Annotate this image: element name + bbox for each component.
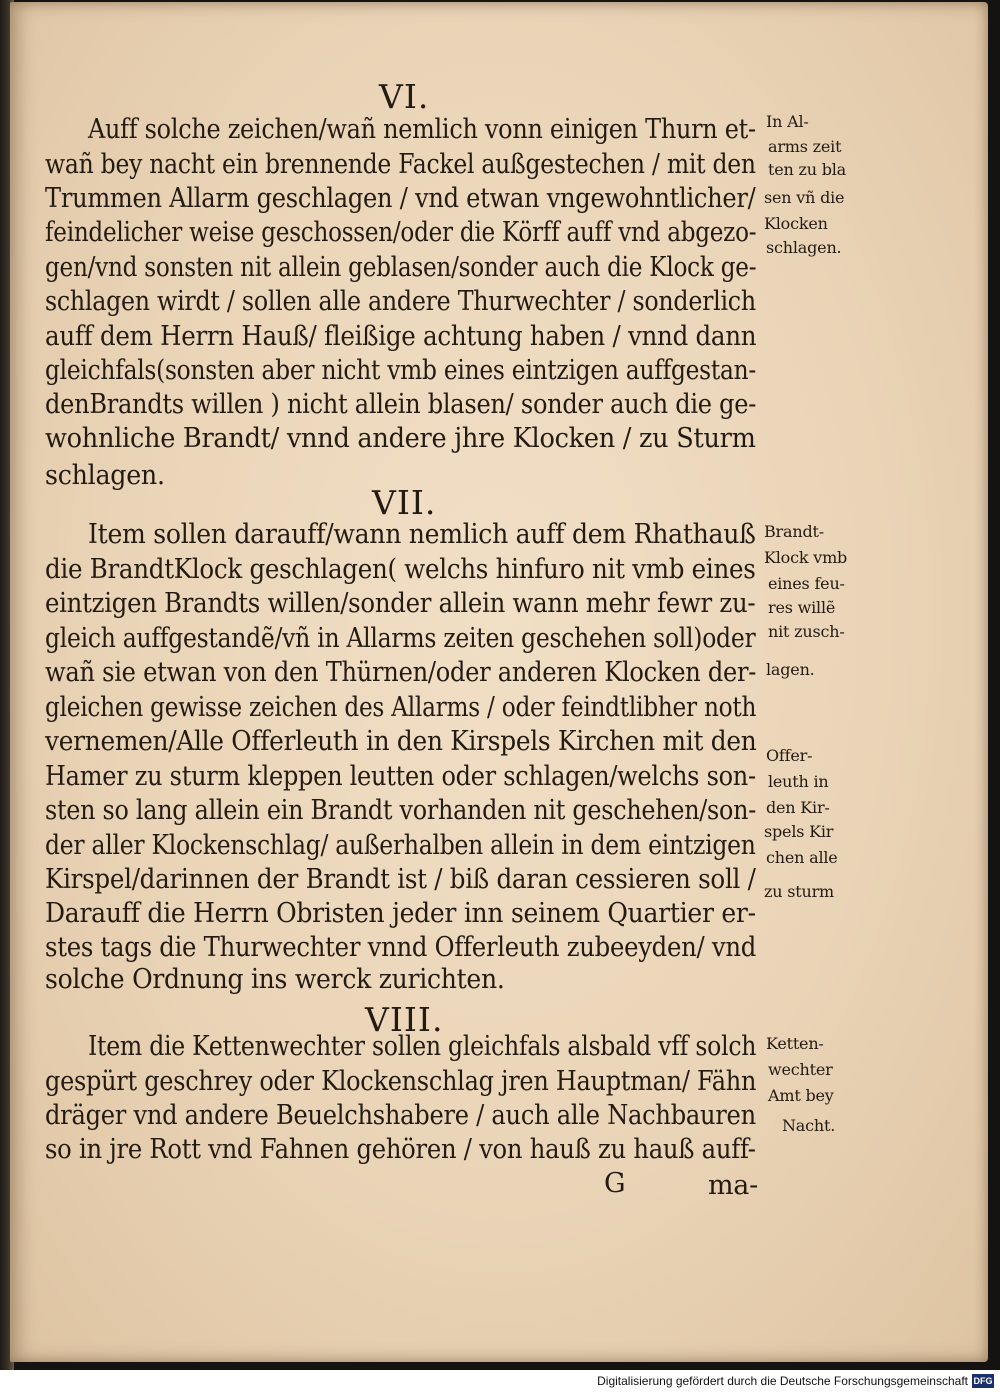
funding-credit: Digitalisierung gefördert durch die Deutsche Forschungsgemeinschaft: [597, 1374, 968, 1388]
text-line: Trummen Allarm geschlagen / vnd etwan vngewohntlicher/: [45, 183, 756, 214]
text-line: sten so lang allein ein Brandt vorhanden nit geschehen/son-: [45, 795, 756, 826]
text-line: vernemen/Alle Offerleuth in den Kirspels Kirchen mit den: [45, 726, 757, 757]
text-line: wañ bey nacht ein brennende Fackel außgestechen / mit den: [45, 149, 756, 180]
margin-note-line: Klocken: [764, 214, 828, 233]
text-line: Item sollen darauff/wann nemlich auff dem Rhathauß: [88, 519, 756, 550]
margin-note-line: Offer-: [766, 746, 813, 765]
text-line: eintzigen Brandts willen/sonder allein wann mehr fewr zu-: [45, 588, 756, 619]
margin-note-line: In Al-: [766, 112, 809, 131]
text-line: Darauff die Herrn Obristen jeder inn seinem Quartier er-: [45, 898, 756, 929]
margin-note-line: nit zusch-: [768, 622, 845, 641]
text-line: gleichfals(sonsten aber nicht vmb eines eintzigen auffgestan-: [45, 355, 757, 386]
margin-note-line: schlagen.: [766, 238, 842, 257]
text-line: Hamer zu sturm kleppen leutten oder schlagen/welchs son-: [45, 761, 756, 792]
margin-note-line: wechter: [768, 1060, 833, 1079]
margin-note-line: spels Kir: [764, 822, 834, 841]
text-line: dräger vnd andere Beuelchshabere / auch alle Nachbauren: [45, 1100, 756, 1131]
text-line: stes tags die Thurwechter vnnd Offerleuth zubeeyden/ vnd: [45, 932, 757, 963]
book-page: [10, 2, 988, 1362]
text-line: feindelicher weise geschossen/oder die Körff auff vnd abgezo-: [45, 217, 757, 248]
text-line: schlagen.: [45, 460, 165, 491]
margin-note-line: chen alle: [766, 848, 838, 867]
text-line: Auff solche zeichen/wañ nemlich vonn einigen Thurn et-: [88, 114, 756, 145]
text-line: auff dem Herrn Hauß/ fleißige achtung haben / vnnd dann: [45, 321, 757, 352]
catchword: ma-: [708, 1170, 758, 1201]
margin-note-line: Brandt-: [764, 522, 824, 541]
margin-note-line: ten zu bla: [768, 160, 847, 179]
text-line: denBrandts willen ) nicht allein blasen/ sonder auch die ge-: [45, 389, 757, 420]
margin-note-line: lagen.: [766, 660, 815, 679]
margin-note-line: Ketten-: [766, 1034, 824, 1053]
text-line: wañ sie etwan von den Thürnen/oder anderen Klocken der-: [45, 657, 757, 688]
margin-note-line: den Kir-: [766, 798, 830, 817]
margin-note-line: Amt bey: [768, 1086, 834, 1105]
margin-note-line: leuth in: [768, 772, 829, 791]
margin-note-line: Nacht.: [782, 1116, 836, 1135]
text-line: schlagen wirdt / sollen alle andere Thurwechter / sonderlich: [45, 286, 756, 317]
text-line: der aller Klockenschlag/ außerhalben allein in dem eintzigen: [45, 830, 756, 861]
text-line: gespürt geschrey oder Klockenschlag jren Hauptman/ Fähn: [45, 1066, 757, 1097]
dfg-logo-icon: DFG: [973, 1376, 993, 1386]
margin-note-line: arms zeit: [768, 137, 842, 156]
margin-note-line: res willẽ: [768, 598, 836, 617]
section-heading: VIII.: [365, 1000, 444, 1039]
footer-bar: [0, 1370, 1000, 1392]
section-heading: VII.: [372, 483, 437, 522]
section-heading: VI.: [379, 77, 430, 116]
text-line: gleich auffgestandẽ/vñ in Allarms zeiten geschehen soll)oder: [45, 623, 756, 654]
margin-note-line: Klock vmb: [764, 548, 848, 567]
margin-note-line: sen vñ die: [764, 188, 845, 207]
text-line: Kirspel/darinnen der Brandt ist / biß daran cessieren soll /: [45, 864, 756, 895]
text-line: so in jre Rott vnd Fahnen gehören / von hauß zu hauß auff-: [45, 1134, 756, 1165]
text-line: gen/vnd sonsten nit allein geblasen/sonder auch die Klock ge-: [45, 252, 757, 283]
margin-note-line: zu sturm: [764, 882, 834, 901]
margin-note-line: eines feu-: [768, 574, 845, 593]
text-line: solche Ordnung ins werck zurichten.: [45, 964, 505, 995]
text-line: gleichen gewisse zeichen des Allarms / oder feindtlibher noth: [45, 692, 757, 723]
text-line: die BrandtKlock geschlagen( welchs hinfuro nit vmb eines: [45, 554, 756, 585]
text-line: Item die Kettenwechter sollen gleichfals alsbald vff solch: [88, 1031, 757, 1062]
signature-mark: G: [604, 1168, 626, 1199]
text-line: wohnliche Brandt/ vnnd andere jhre Klocken / zu Sturm: [45, 423, 756, 454]
